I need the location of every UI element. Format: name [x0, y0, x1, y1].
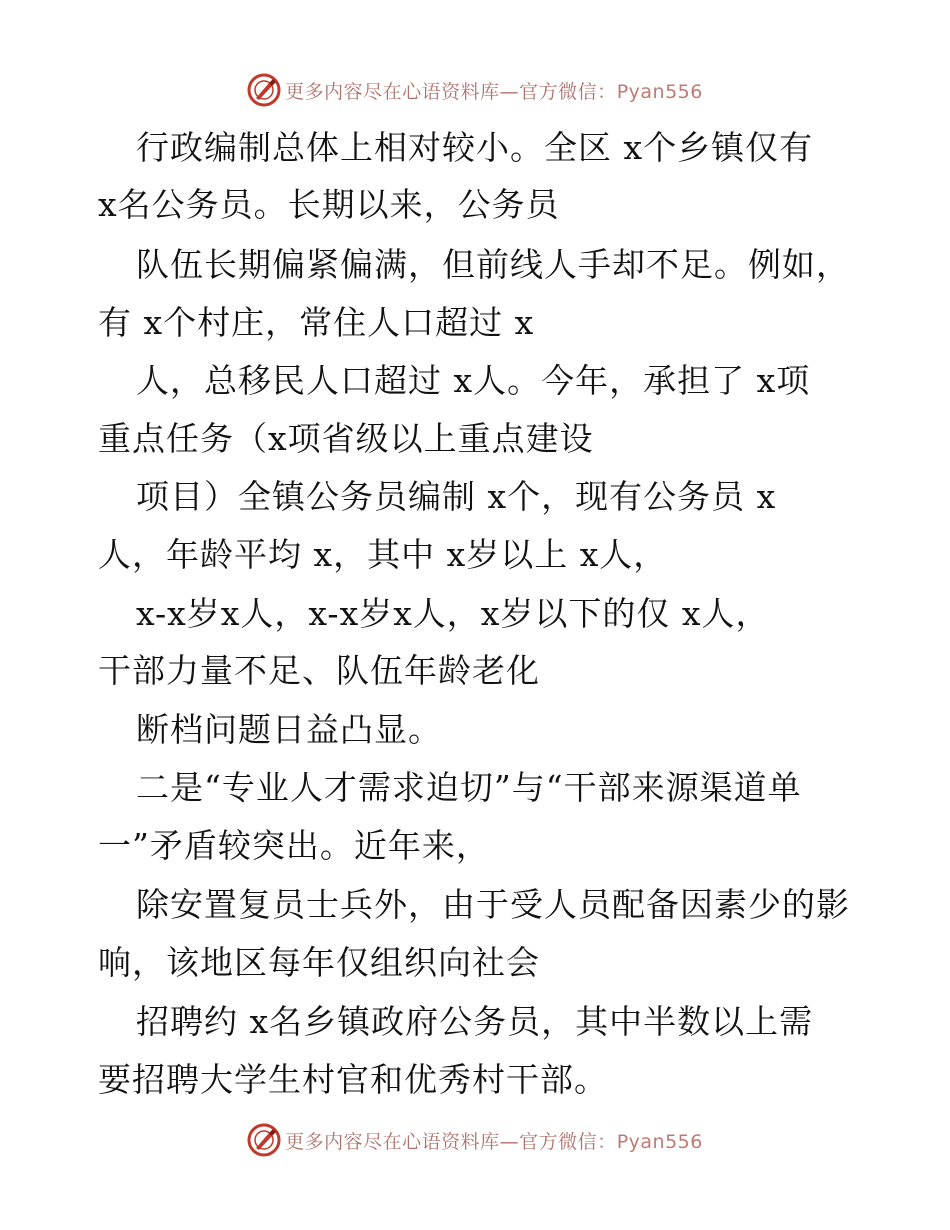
text-line-17: 要招聘大学生村官和优秀村干部。 — [98, 1060, 608, 1099]
footer-banner-text — [285, 1127, 703, 1154]
text-line-8: 人，年龄平均 x，其中 x岁以上 x人， — [98, 535, 668, 574]
text-line-10: 干部力量不足、队伍年龄老化 — [98, 651, 540, 690]
header-banner-main: 更多内容尽在心语资料库 — [285, 80, 500, 103]
footer-banner-main: 更多内容尽在心语资料库 — [285, 1130, 500, 1153]
header-banner-separator: —官方微信： — [499, 80, 617, 103]
text-line-3: 队伍长期偏紧偏满，但前线人手却不足。例如， — [136, 245, 850, 284]
text-line-14: 除安置复员士兵外，由于受人员配备因素少的影 — [136, 885, 850, 924]
text-line-6: 重点任务（x项省级以上重点建设 — [98, 419, 594, 458]
footer-banner-account: Pyan556 — [616, 1130, 703, 1153]
text-line-5: 人，总移民人口超过 x人。今年，承担了 x项 — [136, 361, 811, 400]
header-banner-account: Pyan556 — [616, 80, 703, 103]
footer-banner-separator: —官方微信： — [499, 1130, 617, 1153]
header-banner — [0, 70, 950, 110]
header-banner-text — [285, 77, 703, 104]
text-line-9: x-x岁x人，x-x岁x人，x岁以下的仅 x人， — [136, 594, 770, 633]
text-line-15: 响，该地区每年仅组织向社会 — [98, 943, 540, 982]
text-line-11: 断档问题日益凸显。 — [136, 710, 442, 749]
text-line-1: 行政编制总体上相对较小。全区 x个乡镇仅有 — [136, 128, 814, 167]
pen-logo-icon — [247, 1123, 281, 1157]
text-line-7: 项目）全镇公务员编制 x个，现有公务员 x — [136, 477, 777, 516]
text-line-13: 一”矛盾较突出。近年来， — [98, 826, 490, 865]
text-line-4: 有 x个村庄，常住人口超过 x — [98, 303, 535, 342]
text-line-16: 招聘约 x名乡镇政府公务员，其中半数以上需 — [136, 1002, 814, 1041]
footer-banner — [0, 1120, 950, 1160]
text-line-12: 二是“专业人才需求迫切”与“干部来源渠道单 — [136, 768, 802, 807]
pen-logo-icon — [247, 73, 281, 107]
text-line-2: x名公务员。长期以来，公务员 — [98, 185, 560, 224]
